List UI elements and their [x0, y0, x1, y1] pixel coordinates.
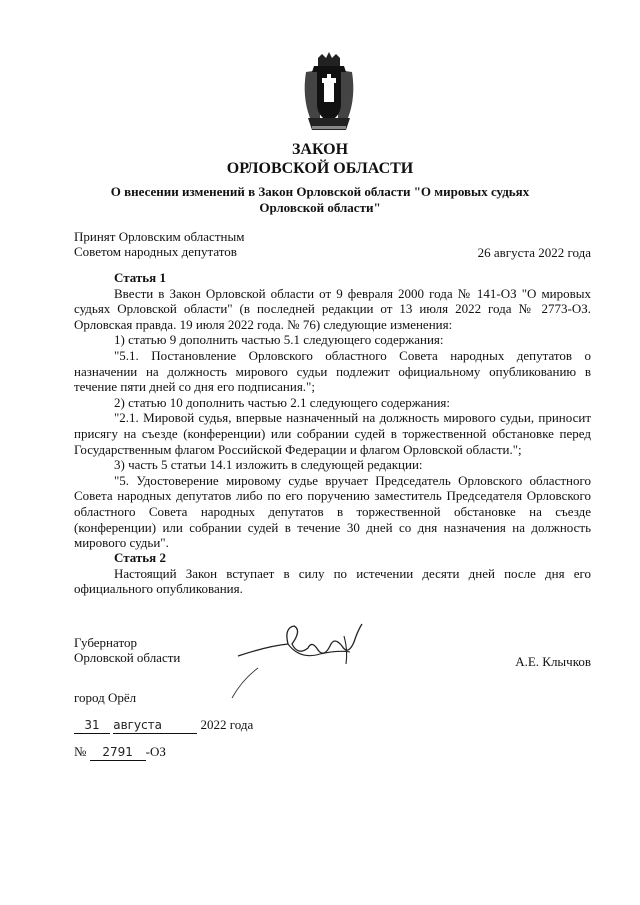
adopted-line1: Принят Орловским областным [74, 229, 245, 244]
signatory-name: А.Е. Клычков [515, 654, 591, 669]
article-1-paragraph: "5.1. Постановление Орловского областного Совета народных депутатов о назначении на должность мирового судьи подлежит официальному опубликованию в течение пяти дней со дня его подписания."; [74, 347, 591, 395]
law-number [74, 744, 166, 761]
signatory-position [74, 635, 180, 665]
adopted-by [74, 229, 244, 259]
article-1 [74, 270, 591, 551]
law-title [0, 140, 640, 178]
article-1-paragraph: 1) статью 9 дополнить частью 5.1 следующего содержания: [114, 332, 444, 348]
law-number-suffix: -ОЗ [145, 744, 166, 759]
signing-month: августа [113, 718, 163, 732]
law-subtitle [110, 184, 530, 216]
law-subtitle-line2: Орловской области" [259, 200, 381, 215]
city: город Орёл [74, 690, 137, 705]
signing-year: 2022 года [200, 717, 254, 732]
signing-date [74, 717, 253, 734]
law-subtitle-line1: О внесении изменений в Закон Орловской области "О мировых судьях [110, 184, 530, 199]
article-2-paragraph: Настоящий Закон вступает в силу по истечении десяти дней после дня его официального опубликования. [74, 565, 591, 597]
article-1-paragraph: Ввести в Закон Орловской области от 9 февраля 2000 года № 141-ОЗ "О мировых судьях Орловской области" (в последней редакции от 13 июля 2022 года № 2773-ОЗ. Орловская правда. 19 июля 2022 года. № 76) следующие изменения: [74, 285, 591, 332]
adopted-date: 26 августа 2022 года [477, 245, 591, 260]
law-title-line1: ЗАКОН [291, 141, 349, 158]
handwritten-signature [228, 616, 368, 700]
law-number-prefix: № [74, 744, 87, 759]
article-2-heading: Статья 2 [114, 550, 166, 565]
article-1-paragraph: "2.1. Мировой судья, впервые назначенный на должность мирового судьи, приносит присягу на съезде (конференции) или собрании судей в торжественной обстановке перед Государственным флагом Российской Федерации и флагом Орловской области."; [74, 410, 591, 457]
article-1-paragraph: 2) статью 10 дополнить частью 2.1 следующего содержания: [114, 394, 451, 410]
article-1-paragraph: 3) часть 5 статьи 14.1 изложить в следующей редакции: [114, 457, 423, 473]
article-1-paragraph: "5. Удостоверение мировому судье вручает Председатель Орловского областного Совета народных депутатов либо по его поручению заместитель Председателя Орловского областного Совета народных депутатов в торжественной обстановке на съезде (конференции) или собрании судей в течение 30 дней со дня назначения на должность мирового судьи". [74, 472, 591, 551]
article-2 [74, 550, 591, 597]
signatory-position-line2: Орловской области [74, 650, 181, 665]
law-number-value: 2791 [102, 745, 133, 759]
law-title-line2: ОРЛОВСКОЙ ОБЛАСТИ [226, 160, 414, 177]
signatory-position-line1: Губернатор [74, 635, 137, 650]
adopted-line2: Советом народных депутатов [74, 244, 237, 259]
coat-of-arms-icon [300, 52, 358, 132]
article-1-heading: Статья 1 [114, 270, 166, 285]
signing-day: 31 [84, 718, 100, 732]
